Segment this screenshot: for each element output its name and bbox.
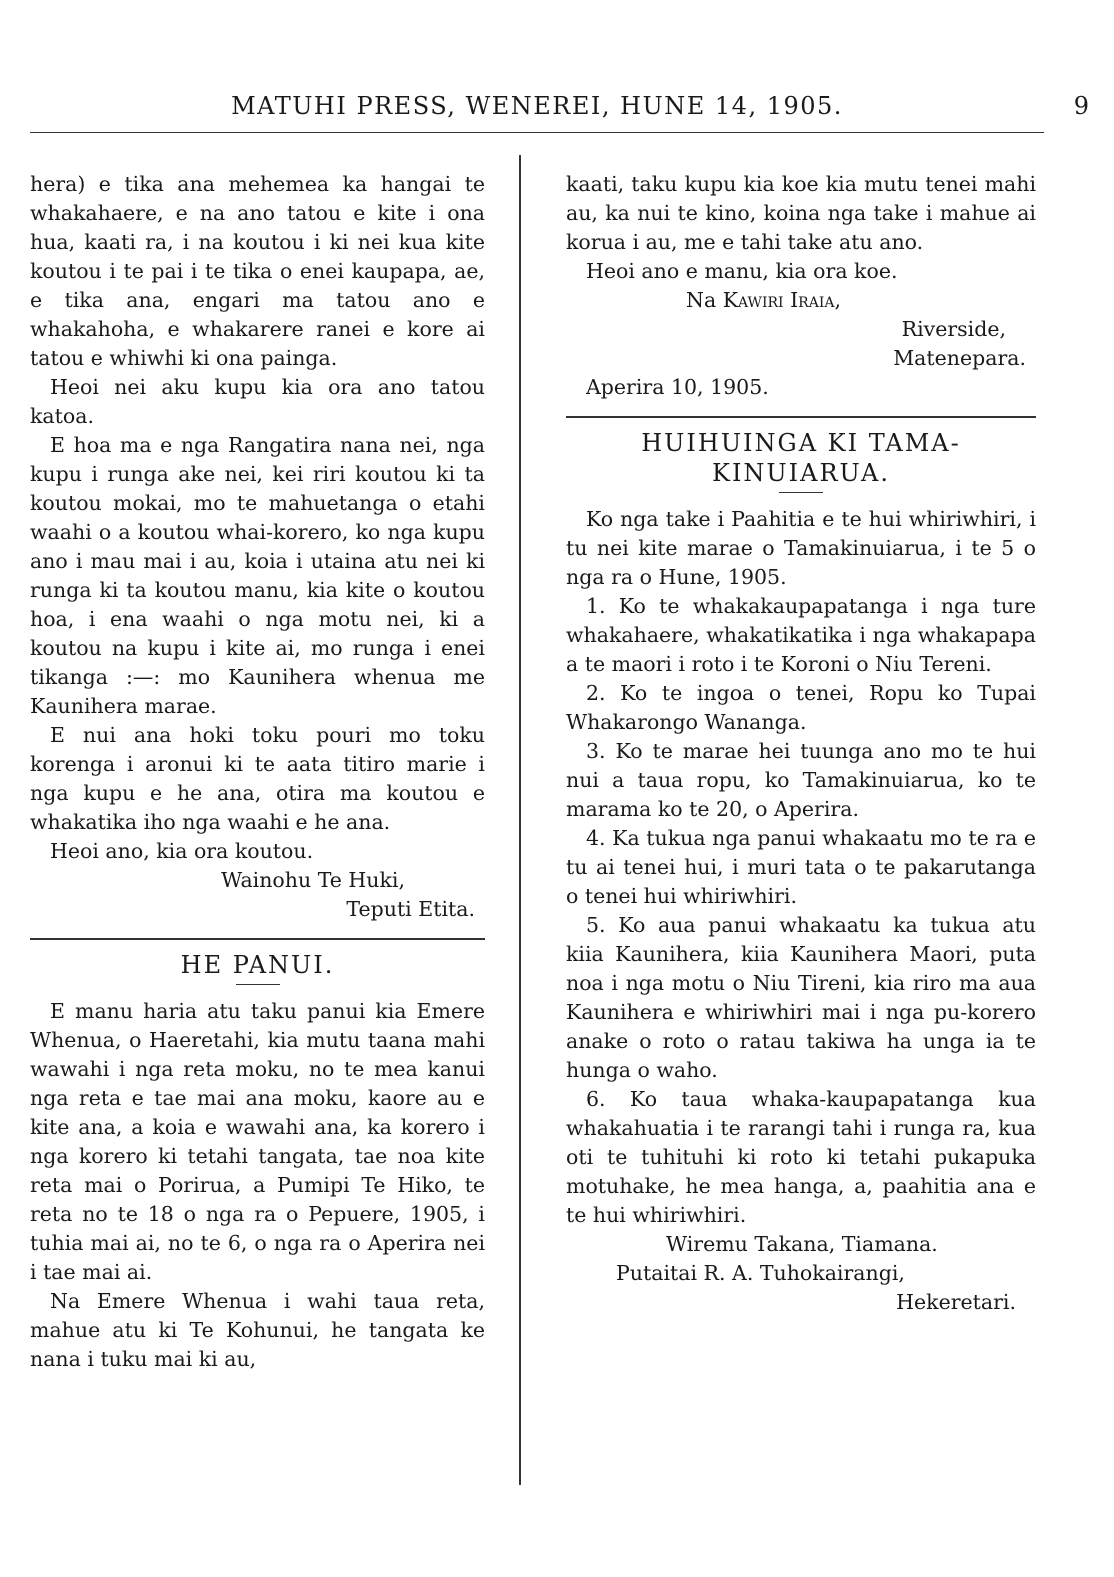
signature-title: Hekeretari.	[896, 1290, 1016, 1314]
left-column	[30, 170, 485, 1374]
signature-chairman: Wiremu Takana, Tiamana.	[666, 1232, 938, 1256]
section-heading-line1: HUIHUINGA KI TAMA-	[641, 429, 961, 457]
paragraph: Ko nga take i Paahitia e te hui whiriwhiri, i tu nei kite marae o Tamakinuiarua, i te 5 o nga ra o Hune, 1905.	[566, 507, 1036, 589]
signature-secretary: Putaitai R. A. Tuhokairangi,	[616, 1261, 905, 1285]
signature-name: Wainohu Te Huki,	[221, 868, 405, 892]
signature-region: Matenepara.	[893, 346, 1026, 370]
paragraph: hera) e tika ana mehemea ka hangai te whakahaere, e na ano tatou e kite i ona hua, kaati ra, i na koutou i ki nei kua kite koutou i te pai i te tika o enei kaupapa, ae, e tika ana, engari ma tatou ano e whakahoha, e whakarere ranei e kore ai tatou e whiwhi ki ona painga.	[30, 172, 485, 370]
page-header	[30, 92, 1089, 133]
signature-prefix: Na	[686, 288, 717, 312]
paragraph: E manu haria atu taku panui kia Emere Whenua, o Haeretahi, kia mutu taana mahi wawahi i nga reta moku, no te mea kanui nga reta e tae mai ana moku, kaore au e kite ana, a koia e wawahi ana, ka korero i nga korero ki tetahi tangata, tae noa kite reta mai o Porirua, a Pumipi Te Hiko, te reta no te 18 o nga ra o Pepuere, 1905, i tuhia mai ai, no te 6, o nga ra o Aperira nei i tae mai ai.	[30, 999, 485, 1284]
list-item: 1. Ko te whakakaupapatanga i nga ture whakahaere, whakatikatika i nga whakapapa a te maori i roto i te Koroni o Niu Tereni.	[566, 594, 1036, 676]
paragraph: Heoi nei aku kupu kia ora ano tatou katoa.	[30, 375, 485, 428]
page-number: 9	[1073, 92, 1089, 120]
signature-name: Kawiri Iraia,	[722, 288, 841, 312]
header-title: MATUHI PRESS, WENEREI, HUNE 14, 1905.	[231, 92, 843, 120]
column-divider	[519, 155, 521, 1485]
paragraph: kaati, taku kupu kia koe kia mutu tenei mahi au, ka nui te kino, koina nga take i mahue ai korua i au, me e tahi take atu ano.	[566, 172, 1036, 254]
paragraph: Heoi ano, kia ora koutou.	[50, 839, 314, 863]
paragraph: E hoa ma e nga Rangatira nana nei, nga kupu i runga ake nei, kei riri koutou ki ta koutou mokai, mo te mahuetanga o etahi waahi o a koutou whai-korero, ko nga kupu ano i mau mai i au, koia i utaina atu nei ki runga ki ta koutou manu, kia kite o koutou hoa, i ena waahi o nga motu nei, ki a koutou na kupu i kite ai, mo runga i enei tikanga :—: mo Kaunihera whenua me Kaunihera marae.	[30, 433, 485, 718]
date-line: Aperira 10, 1905.	[586, 375, 769, 399]
signature-place: Riverside,	[901, 317, 1006, 341]
section-rule	[566, 416, 1036, 418]
list-item: 4. Ka tukua nga panui whakaatu mo te ra e tu ai tenei hui, i muri tata o te pakarutanga o tenei hui whiriwhiri.	[566, 826, 1036, 908]
signature-role: Teputi Etita.	[346, 897, 475, 921]
list-item: 2. Ko te ingoa o tenei, Ropu ko Tupai Whakarongo Wananga.	[566, 681, 1036, 734]
list-item: 5. Ko aua panui whakaatu ka tukua atu kiia Kaunihera, kiia Kaunihera Maori, puta noa i nga motu o Niu Tireni, kia riro ma aua Kaunihera e whiriwhiri mai i nga pu-korero anake o roto o ratau takiwa ha unga ia te hunga o waho.	[566, 913, 1036, 1082]
list-item: 6. Ko taua whaka-kaupapatanga kua whakahuatia i te rarangi tahi i runga ra, kua oti te tuhituhi ki roto ki tetahi pukapuka motuhake, he mea hanga, a, paahitia ana e te hui whiriwhiri.	[566, 1087, 1036, 1227]
section-rule	[30, 938, 485, 940]
paragraph: Na Emere Whenua i wahi taua reta, mahue atu ki Te Kohunui, he tangata ke nana i tuku mai ki au,	[30, 1289, 485, 1371]
section-heading-he-panui: HE PANUI.	[180, 951, 335, 979]
paragraph: Heoi ano e manu, kia ora koe.	[586, 259, 898, 283]
short-rule	[779, 492, 823, 493]
short-rule	[236, 984, 280, 985]
right-column	[566, 170, 1036, 1317]
list-item: 3. Ko te marae hei tuunga ano mo te hui nui a taua ropu, ko Tamakinuiarua, ko te marama ko te 20, o Aperira.	[566, 739, 1036, 821]
section-heading-line2: KINUIARUA.	[712, 459, 890, 487]
paragraph: E nui ana hoki toku pouri mo toku korenga i aronui ki te aata titiro marie i nga kupu e he ana, otira ma koutou e whakatika iho nga waahi e he ana.	[30, 723, 485, 834]
signature-line	[566, 286, 1036, 315]
